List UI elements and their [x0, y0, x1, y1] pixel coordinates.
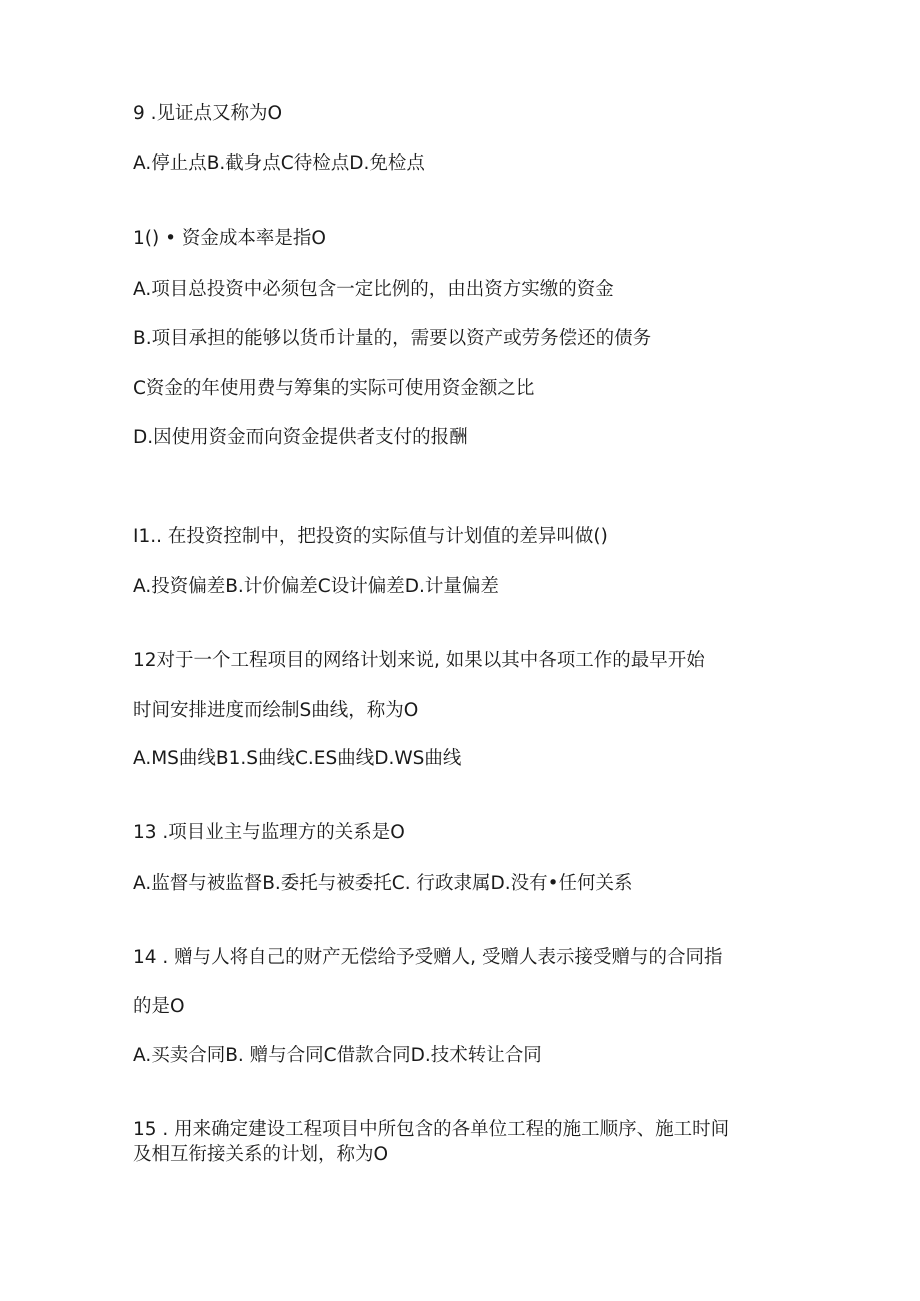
question-9-options: A.停止点B.截身点C待检点D.免检点: [133, 153, 425, 174]
question-11-stem: I1.. 在投资控制中，把投资的实际值与计划值的差异叫做(): [133, 526, 608, 547]
question-12-stem-line-1: 12对于一个工程项目的网络计划来说, 如果以其中各项工作的最早开始: [133, 650, 705, 671]
question-13-options: A.监督与被监督B.委托与被委托C. 行政隶属D.没有•任何关系: [133, 873, 633, 894]
question-15-stem-line-1: 15 . 用来确定建设工程项目中所包含的各单位工程的施工顺序、施工时间: [133, 1119, 730, 1140]
question-10-stem: 1() • 资金成本率是指O: [133, 228, 326, 249]
question-15-stem-line-2: 及相互衔接关系的计划，称为O: [133, 1144, 389, 1165]
question-14-options: A.买卖合同B. 赠与合同C借款合同D.技术转让合同: [133, 1045, 542, 1066]
question-10-option-c: C资金的年使用费与筹集的实际可使用资金额之比: [133, 378, 535, 399]
question-10-option-d: D.因使用资金而向资金提供者支付的报酬: [133, 427, 468, 448]
question-10-option-a: A.项目总投资中必须包含一定比例的，由出资方实缴的资金: [133, 279, 614, 300]
question-12-stem-line-2: 时间安排进度而绘制S曲线，称为O: [133, 700, 419, 721]
question-14-stem-line-2: 的是O: [133, 996, 185, 1017]
question-14-stem-line-1: 14 . 赠与人将自己的财产无偿给予受赠人, 受赠人表示接受赠与的合同指: [133, 947, 723, 968]
question-9-stem: 9 .见证点又称为O: [133, 103, 283, 124]
question-12-options: A.MS曲线B1.S曲线C.ES曲线D.WS曲线: [133, 748, 462, 769]
question-11-options: A.投资偏差B.计价偏差C设计偏差D.计量偏差: [133, 576, 499, 597]
question-10-option-b: B.项目承担的能够以货币计量的，需要以资产或劳务偿还的债务: [133, 328, 652, 349]
question-13-stem: 13 .项目业主与监理方的关系是O: [133, 822, 405, 843]
